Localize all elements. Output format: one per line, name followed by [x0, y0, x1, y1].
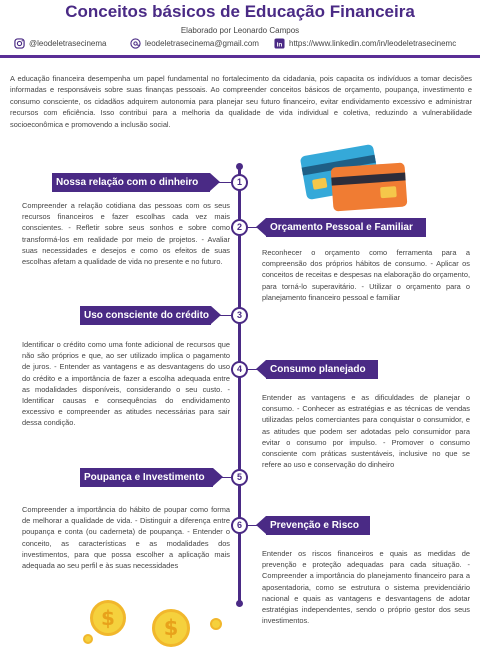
section-text-4: Entender as vantagens e as dificuldades de planejar o consumo. - Conhecer as estratégias e as técnicas de vendas utilizadas pelos comerciantes para conquistar o consumidor, e as atitudes que podem ser adotadas pelo consumidor para evitar o consumo por impulso. - Promover o consumo consciente com práticas sustentáveis, inclusive no que se refere ao uso e conservação do dinheiro: [262, 393, 470, 470]
section-text-1: Compreender a relação cotidiana das pessoas com os seus recursos financeiros e fazer escolhas cada vez mais conscientes. - Refletir sobre seus sonhos e sobre como transformá-los em realidade por meio de projetos. - Avaliar suas necessidades e desejos e como os efeitos de suas escolhas afetam a qualidade de vida no presente e no futuro.: [22, 201, 230, 267]
linkedin-icon: [274, 38, 285, 49]
coin-icon: $: [90, 600, 126, 636]
svg-text:in: in: [276, 41, 283, 49]
step-number-5: 5: [231, 469, 248, 486]
header-divider: [0, 55, 480, 58]
coin-icon: $: [152, 609, 190, 647]
step-number-6: 6: [231, 517, 248, 534]
contact-instagram[interactable]: [14, 38, 107, 49]
contacts-bar: [0, 38, 480, 52]
timeline-end-dot: [236, 600, 243, 607]
section-text-6: Entender os riscos financeiros e quais as medidas de prevenção e proteção adequadas para cada situação. - Compreender a importância do planejamento financeiro para a aposentadoria, como se estrutura o sistema previdenciário nacional e quais as vantagens e desvantagens de adotar estratégias independentes, sendo o próprio gestor dos seus investimentos.: [262, 549, 470, 626]
connector-1: [218, 182, 232, 183]
section-text-3: Identificar o crédito como uma fonte adicional de recursos que não são próprios e que, ao ser utilizado implica o pagamento de juros. - Entender as vantagens e as desvantagens do uso do crédito e a importância de fazer a escolha adequada entre as modalidades disponíveis, considerando o seu custo. - Identificar causas e consequências do endividamento excessivo e compreender as atitudes necessárias para sair dessa condição.: [22, 340, 230, 428]
step-number-2: 2: [231, 219, 248, 236]
linkedin-url: https://www.linkedin.com/in/leodeletrasecinemc: [289, 39, 457, 48]
email-address: leodeletrasecinema@gmail.com: [145, 39, 259, 48]
instagram-handle: @leodeletrasecinema: [29, 39, 107, 48]
credit-card-orange-icon: [331, 162, 408, 211]
section-heading-1: Nossa relação com o dinheiro: [52, 173, 210, 192]
contact-email[interactable]: [130, 38, 259, 49]
section-heading-2: Orçamento Pessoal e Familiar: [266, 218, 426, 237]
timeline-start-dot: [236, 163, 243, 170]
page-title: Conceitos básicos de Educação Financeira: [65, 2, 415, 21]
intro-paragraph: A educação financeira desempenha um papel fundamental no fortalecimento da cidadania, pois capacita os indivíduos a tomar decisões informadas e responsáveis sobre suas finanças pessoais. Ao compreender conceitos básicos de orçamento, poupança, investimento e consumo consciente, os cidadãos adquirem autonomia para planejar seu futuro financeiro, evitar endividamento excessivo e administrar recursos com eficiência. Isso contribui para a melhoria da qualidade de vida individual e coletiva, reduzindo a vulnerabilidade socioeconômica e promovendo a inclusão social.: [10, 74, 472, 129]
section-heading-4: Consumo planejado: [266, 360, 378, 379]
section-text-5: Compreender a importância do hábito de poupar como forma de melhorar a qualidade de vida. - Distinguir a diferença entre poupança e conta (ou caderneta) de poupança. - Entender o conceito, as características e as modalidades dos investimentos, para que possa escolher a aplicação mais adequada ao seu perfil e às suas necessidades: [22, 505, 230, 571]
section-text-2: Reconhecer o orçamento como ferramenta para a compreensão dos próprios hábitos de consumo. - Aplicar os conceitos de receitas e despesas na elaboração do orçamento, para torná-lo superavitário. - Utilizar o orçamento para o planejamento financeiro pessoal e familiar: [262, 248, 470, 302]
step-number-3: 3: [231, 307, 248, 324]
section-heading-6: Prevenção e Risco: [266, 516, 370, 535]
section-heading-3: Uso consciente do crédito: [80, 306, 211, 325]
contact-linkedin[interactable]: [274, 38, 456, 49]
author-line: Elaborado por Leonardo Campos: [180, 26, 300, 35]
step-number-4: 4: [231, 361, 248, 378]
step-number-1: 1: [231, 174, 248, 191]
section-heading-5: Poupança e Investimento: [80, 468, 213, 487]
small-coin-icon: [210, 618, 222, 630]
instagram-icon: [14, 38, 25, 49]
small-coin-icon: [83, 634, 93, 644]
email-icon: [130, 38, 141, 49]
